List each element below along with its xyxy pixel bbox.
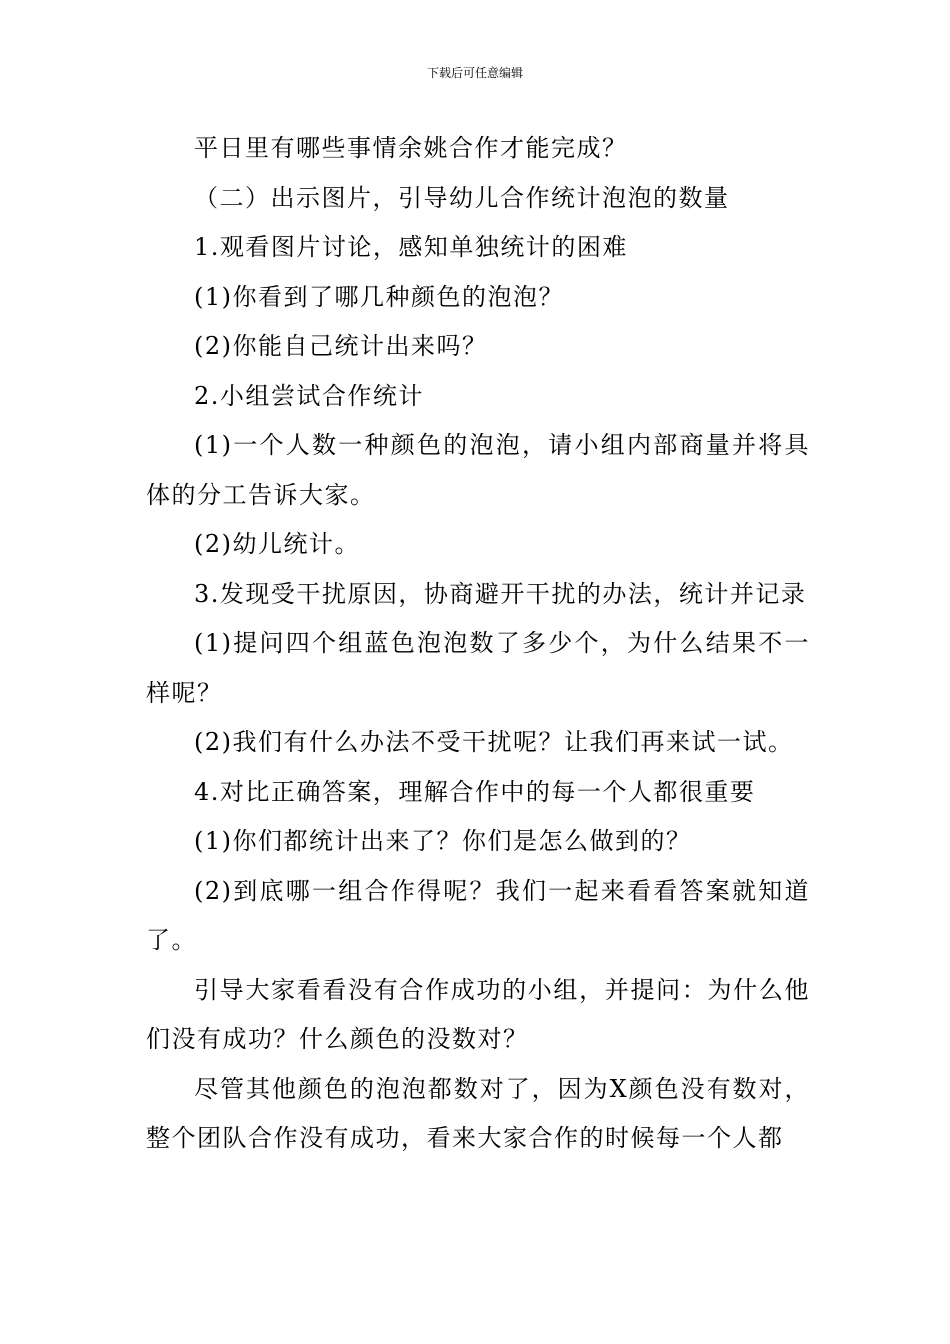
paragraph: (1)你们都统计出来了？你们是怎么做到的？ [194, 827, 692, 855]
paragraph: 尽管其他颜色的泡泡都数对了，因为X颜色没有数对，整个团队合作没有成功，看来大家合作的时候每一个人都 [146, 1074, 810, 1152]
paragraph: (2)你能自己统计出来吗？ [194, 332, 488, 360]
paragraph: 2.小组尝试合作统计 [194, 381, 424, 410]
page-header: 下载后可任意编辑 [426, 66, 523, 80]
paragraph: 平日里有哪些事情余姚合作才能完成？ [194, 134, 628, 162]
paragraph: (2)我们有什么办法不受干扰呢？让我们再来试一试。 [194, 728, 794, 756]
paragraph: （二）出示图片，引导幼儿合作统计泡泡的数量 [194, 183, 730, 212]
paragraph: 4.对比正确答案，理解合作中的每一个人都很重要 [194, 777, 756, 806]
paragraph: (2)到底哪一组合作得呢？我们一起来看看答案就知道了。 [146, 876, 810, 954]
document-body [146, 124, 810, 1164]
paragraph: (1)提问四个组蓝色泡泡数了多少个，为什么结果不一样呢？ [146, 629, 810, 707]
paragraph: 1.观看图片讨论，感知单独统计的困难 [194, 233, 628, 261]
paragraph: 引导大家看看没有合作成功的小组，并提问：为什么他们没有成功？什么颜色的没数对？ [146, 975, 810, 1053]
paragraph: (1)你看到了哪几种颜色的泡泡？ [194, 282, 564, 311]
paragraph: (1)一个人数一种颜色的泡泡，请小组内部商量并将具体的分工告诉大家。 [146, 431, 810, 509]
paragraph: 3.发现受干扰原因，协商避开干扰的办法，统计并记录 [194, 579, 807, 608]
paragraph: (2)幼儿统计。 [194, 530, 360, 558]
